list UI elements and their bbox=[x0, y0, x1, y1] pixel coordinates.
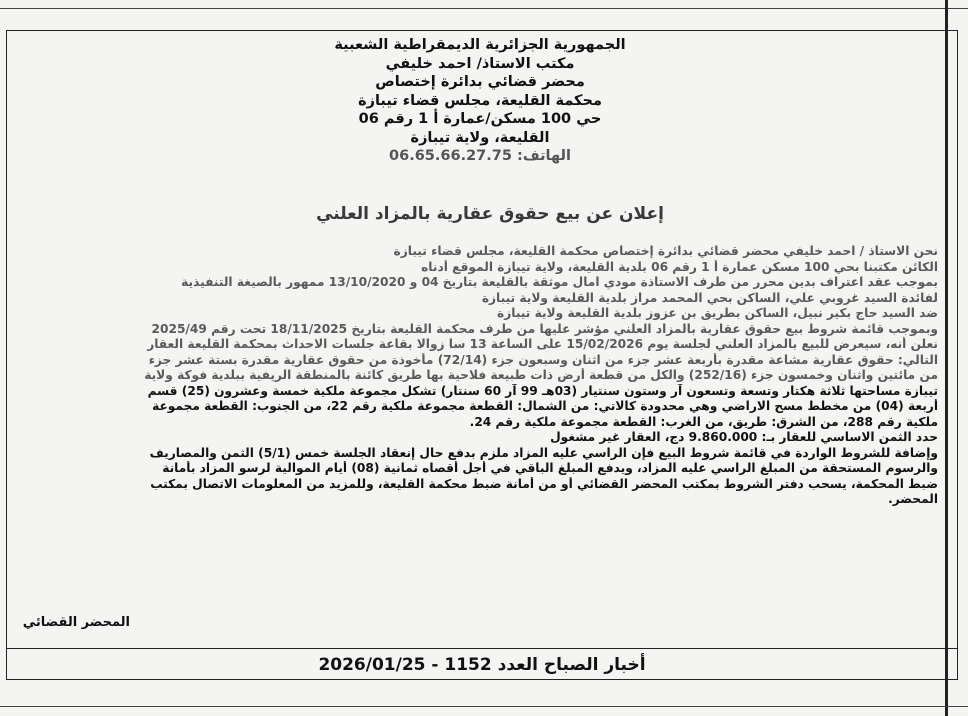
body-line: حدد الثمن الاساسي للعقار بـ: 9.860.000 دج، العقار غير مشغول bbox=[550, 430, 938, 444]
body-line: نحن الاستاذ / احمد خليفي محضر قضائي بدائرة إختصاص محكمة القليعة، مجلس قضاء تيبازة bbox=[393, 244, 938, 258]
header-line-phone: الهاتف: 06.65.66.27.75 bbox=[389, 148, 571, 164]
body-line: والرسوم المستحقة من المبلغ الراسي عليه المزاد، ويدفع المبلغ الباقي في أجل أقصاه ثمانية (08) أيام الموالية لرسو المزاد بأمانة bbox=[162, 461, 938, 475]
body-line: وبموجب قائمة شروط بيع حقوق عقارية بالمزاد العلني مؤشر عليها من طرف محكمة القليعة بتاريخ 18/11/2025 تحت رقم 2025/49 bbox=[151, 321, 938, 336]
header-line-city: القليعة، ولاية تيبازة bbox=[410, 129, 550, 146]
column-rule bbox=[945, 0, 948, 716]
newspaper-footer bbox=[6, 648, 958, 680]
body-line: تيبازة مساحتها ثلاثة هكتار وتسعة وتسعون آر وستون سنتيار (03هـ 99 آر 60 سنتار) تشكل مجموعة ملكية خمسة وعشرون (25) قسم bbox=[147, 383, 938, 398]
body-line: لفائدة السيد غروبي علي، الساكن بحي المحمد مراز بلدية القليعة ولاية تيبازة bbox=[481, 290, 938, 305]
bailiff-header bbox=[260, 36, 700, 166]
body-line: من مائتين واثنان وخمسون جزء (252/16) والكل من قطعة أرض ذات طبيعة فلاحية بها طريق كائنة بالمنطقة الريفية ببلدية فوكة ولاية bbox=[144, 368, 938, 382]
header-line-republic: الجمهورية الجزائرية الديمقراطية الشعبية bbox=[334, 37, 626, 53]
issue-info: أخبار الصباح العدد 1152 - 2026/01/25 bbox=[318, 654, 646, 675]
body-line: ملكية رقم 288، من الشرق: طريق، من الغرب: القطعة مجموعة ملكية رقم 24. bbox=[469, 414, 938, 429]
top-rule bbox=[0, 8, 968, 9]
signature-label: المحضر القضائي bbox=[22, 615, 130, 630]
body-line: التالي: حقوق عقارية مشاعة مقدرة بأربعة عشر جزء من اثنان وسبعون جزء (72/14) مأخوذة من حقوق عقارية مقدرة بستة عشر جزء bbox=[148, 352, 938, 367]
announcement-body bbox=[20, 244, 938, 508]
body-line: الكائن مكتبنا بحي 100 مسكن عمارة أ 1 رقم 06 بلدية القليعة، ولاية تيبازة الموقع أدناه bbox=[421, 259, 938, 274]
bottom-rule bbox=[0, 706, 968, 707]
body-line: وإضافة للشروط الواردة في قائمة شروط البيع فإن الراسي عليه المزاد ملزم بدفع حال إنعقاد الجلسة خمس (5/1) الثمن والمصاريف bbox=[149, 445, 938, 460]
announcement-title: إعلان عن بيع حقوق عقارية بالمزاد العلني bbox=[316, 204, 664, 224]
header-line-address: حي 100 مسكن/عمارة أ 1 رقم 06 bbox=[358, 111, 602, 127]
body-line: ضد السيد حاج بكير نبيل، الساكن بطريق بن عزوز بلدية القليعة ولاية تيبازة bbox=[497, 306, 938, 320]
header-line-role: محضر قضائي بدائرة إختصاص bbox=[375, 74, 585, 90]
body-line: ضبط المحكمة، يسحب دفتر الشروط بمكتب المحضر القضائي أو من أمانة ضبط محكمة القليعة، وللمزيد من المعلومات الاتصال بمكتب bbox=[150, 476, 938, 491]
body-line: نعلن أنه، سيعرض للبيع بالمزاد العلني لجلسة يوم 15/02/2026 على الساعة 13 سا زوالا بقاعة جلسات الاحداث بمحكمة القليعة العقار bbox=[147, 337, 938, 351]
body-line: المحضر. bbox=[888, 492, 938, 506]
header-line-office: مكتب الاستاذ/ احمد خليفي bbox=[385, 55, 575, 72]
body-line: بموجب عقد اعتراف بدين محرر من طرف الاستاذة مودي امال موثقة بالقليعة بتاريخ 04 و 13/10/2020 ممهور بالصيغة التنفيذية bbox=[181, 275, 938, 289]
header-line-court: محكمة القليعة، مجلس قضاء تيبازة bbox=[358, 92, 602, 109]
body-line: أربعة (04) من مخطط مسح الاراضي وهي محدودة كالاتي: من الشمال: القطعة مجموعة ملكية رقم 22، من الجنوب: القطعة مجموعة bbox=[152, 399, 938, 413]
